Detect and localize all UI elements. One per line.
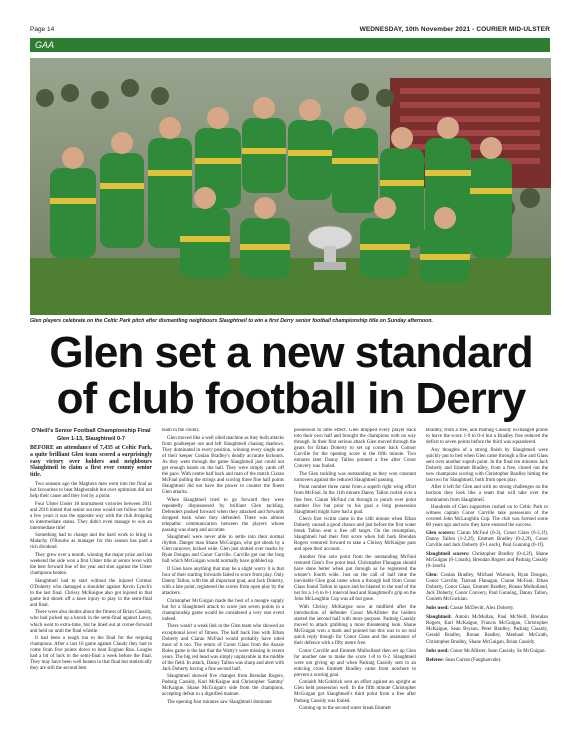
article-body: [30, 428, 552, 728]
article-kicker: O'Neill's Senior Football Championship Final: [31, 428, 151, 434]
paragraph: team in the county.: [162, 428, 200, 433]
paragraph: They grew over a month, winning the major prize and last weekend the side won a first Ulster title at senior level with the best forward line of the year and shot against the Ulster champions beaten.: [30, 553, 152, 577]
paragraph: Conlaith McGoldrick sent an effort against an upright as Glen held possession well. In the fifth minute Christopher McGuigan got Slaughtneil's third point from a free after Padraig Cassidy was fouled.: [294, 680, 416, 704]
team-celebration-photo: [30, 58, 551, 315]
paragraph: There wasn't a weak link in the Glen team who showed an exceptional level of fitness. The half back line with Ethan Doherty and Ciaran McFaul would probably have ruled most of it too. The return of Conor Glass from the Aussie Rules game is the last that the Watty's were missing in recent years. The big red head was simply unplayable in the middle of the field. In attack, Danny Tallon was sharp and alert with Jack Doherty having a fine second half.: [162, 624, 284, 672]
paragraph: Glen's first victim came in the 14th minute when Ethan Doherty caused a good chance and just before the first water break Tallon sent a free off target. On the resumption, Slaughtneil had their first score when full back Brendan Rogers ventured forward to take a Chrissy McKaigue pass and open their account.: [294, 517, 416, 553]
paragraph: Christopher McGuigan made the best of a meagre supply but for a Slaughtneil attack to score just seven points in a championship game would be considered a very rare event indeed.: [162, 598, 284, 622]
paragraph: Slaughtneil showed five changes from Brendan Rogers, Padraig Cassidy, Karl McKaigue and Christopher 'Sammy' McKaigue. Shane McGuigan's side from the champions, accepting defeat in a dignified manner.: [162, 674, 284, 698]
paragraph: It had been a tough run to the final for the reigning champions. After a last 16 game against Claudy they had to come from five points down to beat Eoghan Rua. Loughs had a bit of luck in the semi-final a week before the final. They may have been well beaten in that final but statistically they are still the second best: [30, 636, 152, 672]
slaughtneil-team: [426, 615, 548, 645]
glen-scorers-text: Ciaran McFaul (0-3), Conor Glass (0-3,1f), Danny Tallon (1-2,2f), Emmett Bradley (0-2,2f), Conor Carville and Jack Doherty (0-1 each), Paul Gunning (0-1f).: [426, 530, 548, 548]
section-banner: GAA: [30, 38, 550, 52]
headline: Glen set a new standard of club football in Derry: [49, 328, 533, 423]
glen-team: [426, 573, 548, 603]
photo-illustration: [30, 58, 551, 315]
paragraph: Something had to change and the hard work to bring in Malachy O'Rourke as manager for this season has paid a rich dividend.: [30, 533, 152, 551]
page-number: Page 14: [30, 25, 55, 33]
glen-team-label: Glen:: [426, 573, 438, 579]
column-4: [426, 428, 548, 728]
paragraph: Coming up to the second water break Emmett: [299, 706, 391, 712]
paragraph: Bradley, from a free, and Padraig Cassidy exchanged points to leave the score 1-9 to 0-4 but a Bradley free reduced the deficit to seven points before the third was squandered.: [426, 428, 548, 446]
paragraph: If Glen have anything that may be a slight worry it is that four of their starting forwards failed to score from play. Only Danny Tallon, with the all important goal, and Jack Doherty, with a late point, registered the scores from open play by the attackers.: [162, 567, 284, 597]
slaughtneil-subs: [426, 649, 548, 655]
column-3: [294, 428, 416, 728]
paragraph: Point number three came from a superb right wing effort from McFaul. In the 11th minute Danny Tallon curled over a fine free. Ciaran McFaul cut through to punch over point number five but prior to his goal a long possession Slaughtneil might have had a goal.: [294, 485, 416, 515]
paragraph: Hundreds of Glen supporters rushed on to Celtic Park to witness captain Conor Carville take possession of the coveted John McLaughlin Cup. The club was formed some 80 years ago and now they have ensured the success.: [426, 505, 548, 529]
glen-scorers: [426, 531, 548, 549]
paragraph: Slaughtneil were never able to settle into their normal rhythm. Danger man Shane McGuigan, who got shook by a Glen turnover, kicked wide. Glen just slotted over marks by Ryan Dougan and Conor Carville. Carville got out the long ball which McGuigan would normally have gobbled up.: [162, 535, 284, 565]
glen-scorers-label: Glen scorers:: [426, 530, 456, 536]
slaughtneil-subs-label: Subs used:: [426, 648, 449, 654]
slaughtneil-scorers-label: Slaughtneil scorers:: [426, 551, 470, 557]
article-score: Glen 1-13, Slaughtneil 0-7: [56, 435, 126, 442]
paragraph: Another fine solo point from the outstanding McFaul restored Glen's five point lead. Christopher Flanagan should have done better when put through as he registered the winner's fourth wide. Just on the call of half time the inevitable Glen goal came when a through ball from Conor Glass found Tallon in space and he blasted to the roof of the net for a 1-6 to 0-1 interval lead and Slaughtneil's grip on the John McLaughlin Cup was all but gone.: [294, 554, 416, 603]
referee-text: Sean Curran (Faughanvale).: [445, 657, 502, 663]
paragraph: With Chrissy McKaigue now at midfield after the introduction of defender Conor McAllister the holders started the second half with more purpose. Padraig Cassidy moved to attack grabbing a more threatening look. Shane McGuigan won a mark and pointed but this was to no real quick reply though for Conor Glass and the assistance of their defence with a fifty metre free.: [294, 604, 416, 647]
paragraph: After it left for Glen and with no strong challenges on the horizon they look like a team that will take over the domination from Slaughtneil.: [426, 485, 548, 503]
slaughtneil-scorers: [426, 552, 548, 570]
pitch-grass: [30, 258, 551, 315]
lead-paragraph: BEFORE an attendance of 7,435 at Celtic Park, a quite brilliant Glen team scored a surprisingly easy victory over holders and neighbours Slaughtneil to claim a first ever county senior title.: [30, 445, 152, 479]
referee: [426, 658, 548, 664]
slaughtneil-team-label: Slaughtneil:: [426, 615, 452, 621]
paragraph: Conor Carville and Emmett Mulholland then set up Glen for another one to make the score 1-8 to 0-2. Slaughtneil were not giving up and when Padraig Cassidy sent in an enticing cross Emmett Bradley came from nowhere to prevent a scoring goal.: [294, 648, 416, 678]
paragraph: Two seasons ago the Maghera men went into the final as hot favourites to beat Magherafelt but over optimism did not help their cause and they lost by a point.: [30, 481, 152, 500]
paragraph: Slaughtneil had to start without the injured Cormac O'Doherty who damaged a shoulder against Kevin Lynch's in the last final. Chrissy McKaigue also got injured in that game but shook off a knee injury to play in the semi-final and final.: [30, 578, 152, 608]
paragraph: There were also doubts about the fitness of Brian Cassidy, who had picked up a knock in the semi-final against Lavey, which went to extra-time, but he lined out at corner-forward and held on until the final whistle.: [30, 610, 152, 634]
glen-team-text: Conlan Bradley, Michael Warnock, Ryan Dougan, Conor Carville, Tiarnan Flanagan, Ciaran McFaul, Ethan Doherty, Conor Glass, Emmett Bradley, Ronan Mulholland, Jack Doherty, Conor Convery, Paul Gunning, Danny Tallon, Conleth McGuckian.: [426, 573, 548, 603]
referee-label: Referee:: [426, 657, 444, 663]
paragraph: Any thoughts of a strong finish by Slaughtneil were quickly put to bed when Glen came through a fine and Glass sent over another superb point. In the final ten minutes Jack Doherty and Emmett Bradley, from a free, closed out the new champions scoring with Christopher Bradley hitting the last two for Slaughtneil, both from open play.: [426, 447, 548, 483]
column-1: [30, 428, 152, 728]
slaughtneil-team-text: Antoin McMullan, Paul McNeill, Brendan Rogers, Karl McKaigue, Francis McGuigan, Christopher McKaigue, Sean Bryson, Peter Bradley, Padraig Cassidy, Gerald Bradley, Ronan Bradley, Meehaul McGrath, Christopher Bradley, Shane McGuigan, Brian Cassidy.: [426, 615, 548, 645]
paragraph: Glen moved like a well oiled machine as they built attacks from goalkeeper out and left Slaughtneil chasing shadows. They dominated in every position, winning every single one of their keeper Conlan Bradley's deadly accurate kickouts. As they went through the game Slaughtneil just could not get enough hands on the ball. They were simply yards off the pace. With centre half back and man of the match Ciaran McFaul pulling the strings and scoring three fine half points Slaughtneil did not have the power to counter the fluent Glen attacks.: [162, 435, 284, 495]
paragraph: possession to little effect. Glen dropped every player back into their own half and brought the champions with no way through. In their first serious attack Glen moved through the gears for Ethan Doherty to set up corner back Connor Carville for the opening score in the fifth minute. Two minutes later Danny Tallon pointed a free after Conor Convery was fouled.: [294, 428, 416, 470]
glen-subs-text: Cassie McDevitt, Alex Doherty.: [450, 606, 515, 612]
paragraph: When Slaughtneil tried to go forward they were repeatedly dispossessed by brilliant Glen tackling. Defenders pushed forward when they attacked and forwards dropped back when they defended. There was almost telepathic communication between the players whose passing was sharp and accurate.: [162, 497, 284, 533]
date-line: WEDNESDAY, 10th November 2021 - COURIER MID-ULSTER: [359, 25, 550, 33]
paragraph: The opening four minutes saw Slaughtneil dominate: [167, 700, 272, 706]
paragraph: Four Ulster Under 18 tournament victories between 2011 and 2016 hinted that senior success would not follow but for a few years it was the opposite way with the club dropping to intermediate status. They didn't even manage to win an intermediate title!: [30, 501, 152, 531]
column-2: [162, 428, 284, 728]
glen-subs-label: Subs used:: [426, 606, 449, 612]
paragraph: The Glen tackling was outstanding as they won constant turnovers against the reduced Slaughtneil passing.: [294, 471, 416, 483]
page-header: [30, 24, 550, 34]
photo-caption: Glen players celebrate on the Celtic Park pitch after dismantling neighbours Slaughtneil to win a first Derry senior football championship title on Sunday afternoon.: [30, 318, 433, 324]
slaughtneil-subs-text: Conor McAllister, Sean Cassidy, Se McGuigan.: [450, 648, 546, 654]
slaughtneil-scorers-text: Christopher Bradley (0-4,2f), Shane McGuigan (0-1,mark), Brendan Rogers and Padraig Cassidy (0-1each).: [426, 551, 548, 569]
glen-subs: [426, 606, 548, 612]
